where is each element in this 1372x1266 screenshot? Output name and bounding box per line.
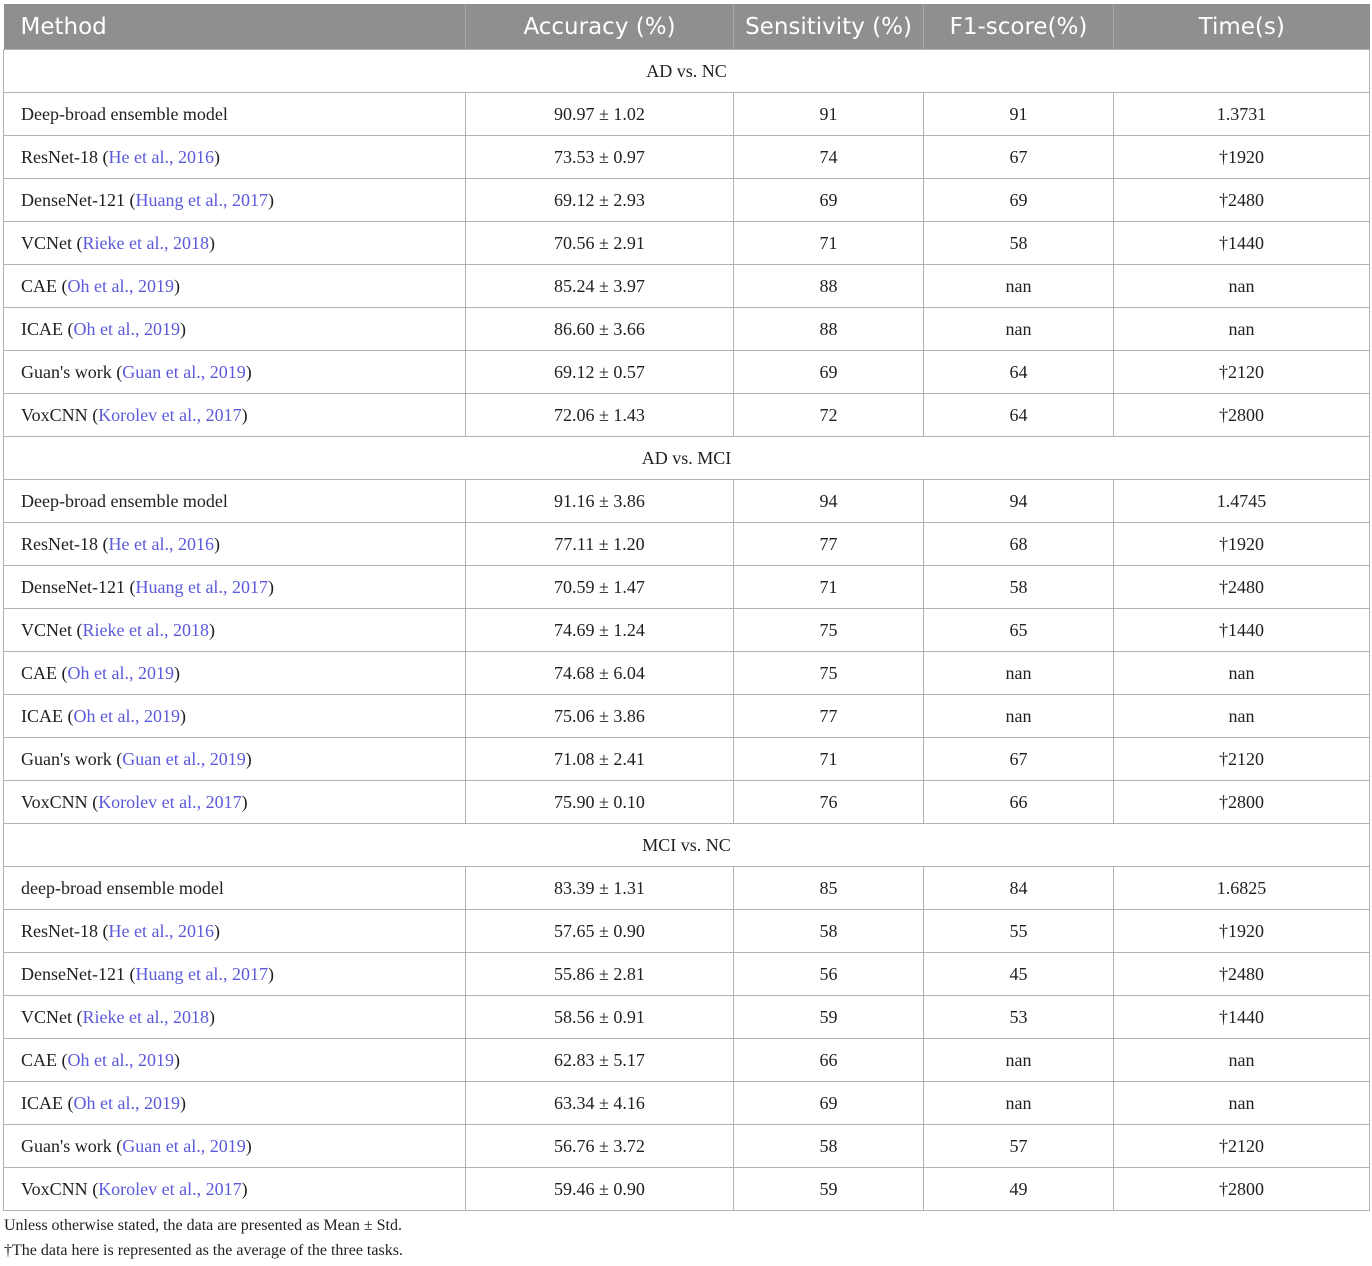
header-sensitivity: Sensitivity (%) [734, 4, 924, 50]
method-cell: VoxCNN (Korolev et al., 2017) [4, 394, 466, 437]
table-row [4, 695, 1370, 738]
sensitivity-cell: 71 [734, 738, 924, 781]
sensitivity-cell: 85 [734, 867, 924, 910]
citation-link[interactable]: Guan et al., 2019 [122, 748, 246, 769]
table-row [4, 308, 1370, 351]
f1-score-cell: nan [924, 1039, 1114, 1082]
method-name: ResNet-18 [21, 146, 98, 167]
citation-link[interactable]: Oh et al., 2019 [67, 662, 174, 683]
f1-score-cell: 64 [924, 394, 1114, 437]
method-name: CAE [21, 662, 57, 683]
accuracy-cell: 57.65 ± 0.90 [466, 910, 734, 953]
accuracy-cell: 73.53 ± 0.97 [466, 136, 734, 179]
citation-link[interactable]: Korolev et al., 2017 [98, 791, 242, 812]
method-cell: Guan's work (Guan et al., 2019) [4, 738, 466, 781]
sensitivity-cell: 58 [734, 1125, 924, 1168]
accuracy-cell: 55.86 ± 2.81 [466, 953, 734, 996]
method-name: CAE [21, 275, 57, 296]
group-title: AD vs. MCI [4, 437, 1370, 480]
sensitivity-cell: 59 [734, 996, 924, 1039]
header-time: Time(s) [1114, 4, 1370, 50]
citation-link[interactable]: Oh et al., 2019 [73, 318, 180, 339]
time-cell: nan [1114, 652, 1370, 695]
accuracy-cell: 72.06 ± 1.43 [466, 394, 734, 437]
accuracy-cell: 58.56 ± 0.91 [466, 996, 734, 1039]
citation-link[interactable]: Huang et al., 2017 [135, 189, 268, 210]
citation-link[interactable]: Oh et al., 2019 [67, 1049, 174, 1070]
time-cell: nan [1114, 695, 1370, 738]
time-cell: †2800 [1114, 781, 1370, 824]
method-cell: ResNet-18 (He et al., 2016) [4, 523, 466, 566]
table-row [4, 179, 1370, 222]
accuracy-cell: 69.12 ± 2.93 [466, 179, 734, 222]
f1-score-cell: nan [924, 1082, 1114, 1125]
sensitivity-cell: 71 [734, 222, 924, 265]
citation-link[interactable]: Korolev et al., 2017 [98, 1178, 242, 1199]
accuracy-cell: 74.68 ± 6.04 [466, 652, 734, 695]
table-row [4, 566, 1370, 609]
f1-score-cell: 67 [924, 136, 1114, 179]
citation-link[interactable]: Huang et al., 2017 [135, 576, 268, 597]
method-cell: Guan's work (Guan et al., 2019) [4, 351, 466, 394]
table-row [4, 523, 1370, 566]
sensitivity-cell: 66 [734, 1039, 924, 1082]
time-cell: †1920 [1114, 523, 1370, 566]
time-cell: †2480 [1114, 566, 1370, 609]
method-name: Guan's work [21, 1135, 112, 1156]
sensitivity-cell: 76 [734, 781, 924, 824]
sensitivity-cell: 56 [734, 953, 924, 996]
method-cell: CAE (Oh et al., 2019) [4, 1039, 466, 1082]
time-cell: †1440 [1114, 996, 1370, 1039]
f1-score-cell: 91 [924, 93, 1114, 136]
method-name: ICAE [21, 1092, 63, 1113]
method-name: VoxCNN [21, 1178, 88, 1199]
group-title: MCI vs. NC [4, 824, 1370, 867]
method-name: VCNet [21, 1006, 72, 1027]
time-cell: nan [1114, 265, 1370, 308]
time-cell: †2120 [1114, 738, 1370, 781]
sensitivity-cell: 69 [734, 351, 924, 394]
f1-score-cell: 58 [924, 222, 1114, 265]
time-cell: nan [1114, 1039, 1370, 1082]
accuracy-cell: 85.24 ± 3.97 [466, 265, 734, 308]
method-cell: DenseNet-121 (Huang et al., 2017) [4, 179, 466, 222]
table-row [4, 996, 1370, 1039]
method-name: DenseNet-121 [21, 963, 125, 984]
sensitivity-cell: 88 [734, 308, 924, 351]
time-cell: nan [1114, 1082, 1370, 1125]
accuracy-cell: 90.97 ± 1.02 [466, 93, 734, 136]
table-row [4, 867, 1370, 910]
citation-link[interactable]: Guan et al., 2019 [122, 361, 246, 382]
time-cell: †2480 [1114, 953, 1370, 996]
time-cell: 1.6825 [1114, 867, 1370, 910]
table-row [4, 953, 1370, 996]
citation-link[interactable]: Rieke et al., 2018 [82, 619, 209, 640]
header-method: Method [4, 4, 466, 50]
method-cell: CAE (Oh et al., 2019) [4, 652, 466, 695]
method-name: Guan's work [21, 748, 112, 769]
sensitivity-cell: 71 [734, 566, 924, 609]
method-cell: DenseNet-121 (Huang et al., 2017) [4, 566, 466, 609]
accuracy-cell: 62.83 ± 5.17 [466, 1039, 734, 1082]
f1-score-cell: 55 [924, 910, 1114, 953]
table-row [4, 351, 1370, 394]
f1-score-cell: 84 [924, 867, 1114, 910]
sensitivity-cell: 69 [734, 1082, 924, 1125]
f1-score-cell: 45 [924, 953, 1114, 996]
time-cell: †2800 [1114, 394, 1370, 437]
header-f1-score: F1-score(%) [924, 4, 1114, 50]
table-header [4, 4, 1370, 50]
method-name: ICAE [21, 318, 63, 339]
method-cell: ICAE (Oh et al., 2019) [4, 1082, 466, 1125]
method-name: DenseNet-121 [21, 576, 125, 597]
footnote-dagger: †The data here is represented as the average of the three tasks. [4, 1242, 403, 1259]
method-cell: VCNet (Rieke et al., 2018) [4, 996, 466, 1039]
group-row [4, 437, 1370, 480]
method-cell: VoxCNN (Korolev et al., 2017) [4, 1168, 466, 1211]
accuracy-cell: 70.59 ± 1.47 [466, 566, 734, 609]
sensitivity-cell: 59 [734, 1168, 924, 1211]
f1-score-cell: 57 [924, 1125, 1114, 1168]
table-row [4, 136, 1370, 179]
method-name: CAE [21, 1049, 57, 1070]
f1-score-cell: 65 [924, 609, 1114, 652]
f1-score-cell: 53 [924, 996, 1114, 1039]
method-cell: VoxCNN (Korolev et al., 2017) [4, 781, 466, 824]
accuracy-cell: 75.90 ± 0.10 [466, 781, 734, 824]
table-row [4, 738, 1370, 781]
f1-score-cell: 66 [924, 781, 1114, 824]
time-cell: †1920 [1114, 136, 1370, 179]
header-accuracy: Accuracy (%) [466, 4, 734, 50]
time-cell: †2120 [1114, 1125, 1370, 1168]
table-row [4, 652, 1370, 695]
accuracy-cell: 71.08 ± 2.41 [466, 738, 734, 781]
time-cell: †2120 [1114, 351, 1370, 394]
f1-score-cell: 68 [924, 523, 1114, 566]
method-cell: VCNet (Rieke et al., 2018) [4, 609, 466, 652]
sensitivity-cell: 58 [734, 910, 924, 953]
table-row [4, 93, 1370, 136]
accuracy-cell: 77.11 ± 1.20 [466, 523, 734, 566]
header-row [4, 4, 1370, 50]
method-name: ResNet-18 [21, 920, 98, 941]
method-name: deep-broad ensemble model [21, 877, 224, 898]
table-row [4, 781, 1370, 824]
table-row [4, 394, 1370, 437]
method-cell: ICAE (Oh et al., 2019) [4, 308, 466, 351]
method-cell [4, 480, 466, 523]
table-row [4, 1082, 1370, 1125]
table-row [4, 1125, 1370, 1168]
table-row [4, 1168, 1370, 1211]
f1-score-cell: 67 [924, 738, 1114, 781]
method-name: Deep-broad ensemble model [21, 490, 228, 511]
sensitivity-cell: 75 [734, 652, 924, 695]
accuracy-cell: 74.69 ± 1.24 [466, 609, 734, 652]
f1-score-cell: 69 [924, 179, 1114, 222]
table-body [4, 50, 1370, 1211]
time-cell: †2800 [1114, 1168, 1370, 1211]
citation-link[interactable]: He et al., 2016 [108, 533, 214, 554]
f1-score-cell: nan [924, 265, 1114, 308]
citation-link[interactable]: Rieke et al., 2018 [82, 1006, 209, 1027]
citation-link[interactable]: Rieke et al., 2018 [82, 232, 209, 253]
method-name: VoxCNN [21, 404, 88, 425]
method-name: ICAE [21, 705, 63, 726]
accuracy-cell: 59.46 ± 0.90 [466, 1168, 734, 1211]
table-row [4, 265, 1370, 308]
time-cell: †2480 [1114, 179, 1370, 222]
group-row [4, 50, 1370, 93]
f1-score-cell: nan [924, 308, 1114, 351]
table-row [4, 910, 1370, 953]
group-title: AD vs. NC [4, 50, 1370, 93]
time-cell: †1440 [1114, 609, 1370, 652]
sensitivity-cell: 75 [734, 609, 924, 652]
method-name: VoxCNN [21, 791, 88, 812]
sensitivity-cell: 77 [734, 695, 924, 738]
method-name: VCNet [21, 232, 72, 253]
accuracy-cell: 83.39 ± 1.31 [466, 867, 734, 910]
table-row [4, 1039, 1370, 1082]
results-table [3, 4, 1370, 1211]
method-name: Deep-broad ensemble model [21, 103, 228, 124]
f1-score-cell: 64 [924, 351, 1114, 394]
sensitivity-cell: 72 [734, 394, 924, 437]
method-name: DenseNet-121 [21, 189, 125, 210]
time-cell: †1440 [1114, 222, 1370, 265]
accuracy-cell: 86.60 ± 3.66 [466, 308, 734, 351]
method-cell: ResNet-18 (He et al., 2016) [4, 910, 466, 953]
table-row [4, 480, 1370, 523]
accuracy-cell: 91.16 ± 3.86 [466, 480, 734, 523]
table-row [4, 222, 1370, 265]
citation-link[interactable]: Oh et al., 2019 [73, 1092, 180, 1113]
method-cell [4, 93, 466, 136]
sensitivity-cell: 88 [734, 265, 924, 308]
footnote-mean-std: Unless otherwise stated, the data are presented as Mean ± Std. [4, 1217, 402, 1234]
citation-link[interactable]: Oh et al., 2019 [67, 275, 174, 296]
method-cell: ResNet-18 (He et al., 2016) [4, 136, 466, 179]
accuracy-cell: 69.12 ± 0.57 [466, 351, 734, 394]
citation-link[interactable]: He et al., 2016 [108, 146, 214, 167]
citation-link[interactable]: Huang et al., 2017 [135, 963, 268, 984]
table-row [4, 609, 1370, 652]
sensitivity-cell: 69 [734, 179, 924, 222]
citation-link[interactable]: Korolev et al., 2017 [98, 404, 242, 425]
method-cell: ICAE (Oh et al., 2019) [4, 695, 466, 738]
method-name: Guan's work [21, 361, 112, 382]
method-cell: VCNet (Rieke et al., 2018) [4, 222, 466, 265]
time-cell: nan [1114, 308, 1370, 351]
sensitivity-cell: 77 [734, 523, 924, 566]
method-cell: DenseNet-121 (Huang et al., 2017) [4, 953, 466, 996]
time-cell: †1920 [1114, 910, 1370, 953]
accuracy-cell: 63.34 ± 4.16 [466, 1082, 734, 1125]
citation-link[interactable]: Oh et al., 2019 [73, 705, 180, 726]
method-cell: CAE (Oh et al., 2019) [4, 265, 466, 308]
sensitivity-cell: 91 [734, 93, 924, 136]
f1-score-cell: nan [924, 652, 1114, 695]
method-name: ResNet-18 [21, 533, 98, 554]
method-cell: Guan's work (Guan et al., 2019) [4, 1125, 466, 1168]
accuracy-cell: 75.06 ± 3.86 [466, 695, 734, 738]
accuracy-cell: 70.56 ± 2.91 [466, 222, 734, 265]
f1-score-cell: nan [924, 695, 1114, 738]
f1-score-cell: 58 [924, 566, 1114, 609]
time-cell: 1.4745 [1114, 480, 1370, 523]
group-row [4, 824, 1370, 867]
sensitivity-cell: 74 [734, 136, 924, 179]
sensitivity-cell: 94 [734, 480, 924, 523]
f1-score-cell: 94 [924, 480, 1114, 523]
accuracy-cell: 56.76 ± 3.72 [466, 1125, 734, 1168]
f1-score-cell: 49 [924, 1168, 1114, 1211]
citation-link[interactable]: He et al., 2016 [108, 920, 214, 941]
time-cell: 1.3731 [1114, 93, 1370, 136]
method-cell [4, 867, 466, 910]
citation-link[interactable]: Guan et al., 2019 [122, 1135, 246, 1156]
method-name: VCNet [21, 619, 72, 640]
